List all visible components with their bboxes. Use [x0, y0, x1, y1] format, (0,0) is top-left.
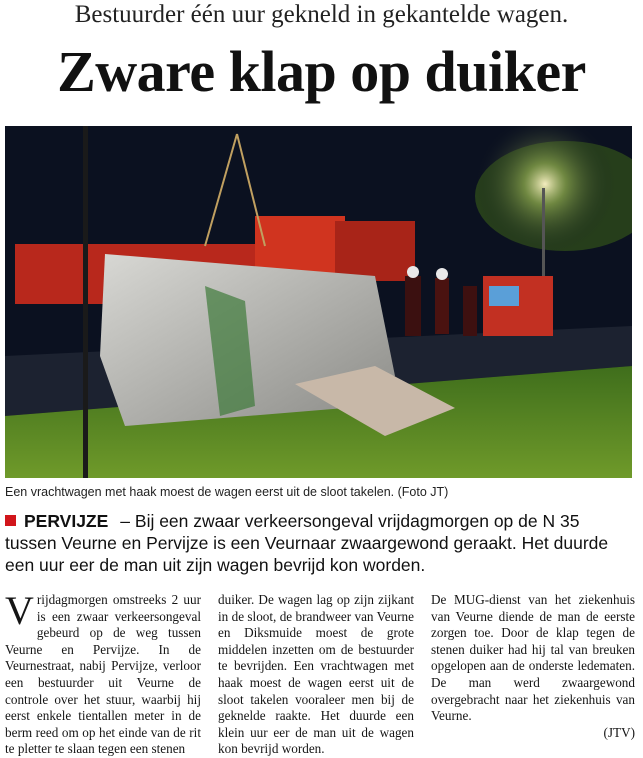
body-column-3 — [431, 592, 635, 741]
column-3-text: De MUG-dienst van het ziekenhuis van Veurne diende de man de eerste zorgen toe. Door de klap tegen de stenen duiker had hij tal van breuken opgelopen aan de onderste ledematen. De man werd zwaargewond overgebracht naar het ziekenhuis van Veurne. — [431, 592, 635, 724]
body-column-2 — [218, 592, 414, 758]
article-body — [5, 588, 635, 757]
lead-place: PERVIJZE — [24, 511, 109, 531]
body-column-1 — [5, 588, 201, 758]
article-headline: Zware klap op duiker — [57, 39, 586, 104]
article-kicker: Bestuurder één uur gekneld in gekantelde wagen. — [74, 1, 569, 28]
photo-caption: Een vrachtwagen met haak moest de wagen eerst uit de sloot takelen. (Foto JT) — [5, 485, 449, 499]
column-1-text: rijdagmorgen omstreeks 2 uur is een zwaar verkeersongeval gebeurd op de weg tussen Veurne en Pervijze. In de Veurnestraat, nabij Pervijze, verloor een bestuurder uit Veurne de controle over het stuur, waarbij hij eerst enkele tientallen meter in de berm reed om op het einde van de rit te pletter te slaan tegen een stenen — [5, 592, 201, 757]
byline: (JTV) — [603, 724, 635, 740]
red-square-icon — [5, 515, 16, 526]
lead-text: – Bij een zwaar verkeersongeval vrijdagmorgen op de N 35 tussen Veurne en Pervijze is een Veurnaar zwaargewond geraakt. Het duurde een uur eer de man uit zijn wagen bevrijd kon worden. — [5, 511, 609, 575]
column-2-text: duiker. De wagen lag op zijn zijkant in de sloot, de brandweer van Veurne en Diksmuide moest de grote middelen inzetten om de bestuurder te bevrijden. Een vrachtwagen met haak moest de wagen eerst uit de sloot takelen vooraleer men bij de geknelde raakte. Het duurde een klein uur eer de man uit de wagen kon bevrijd worden. — [218, 592, 414, 757]
article-lead — [5, 510, 635, 576]
article-photo — [5, 126, 632, 478]
drop-cap: V — [5, 588, 34, 633]
